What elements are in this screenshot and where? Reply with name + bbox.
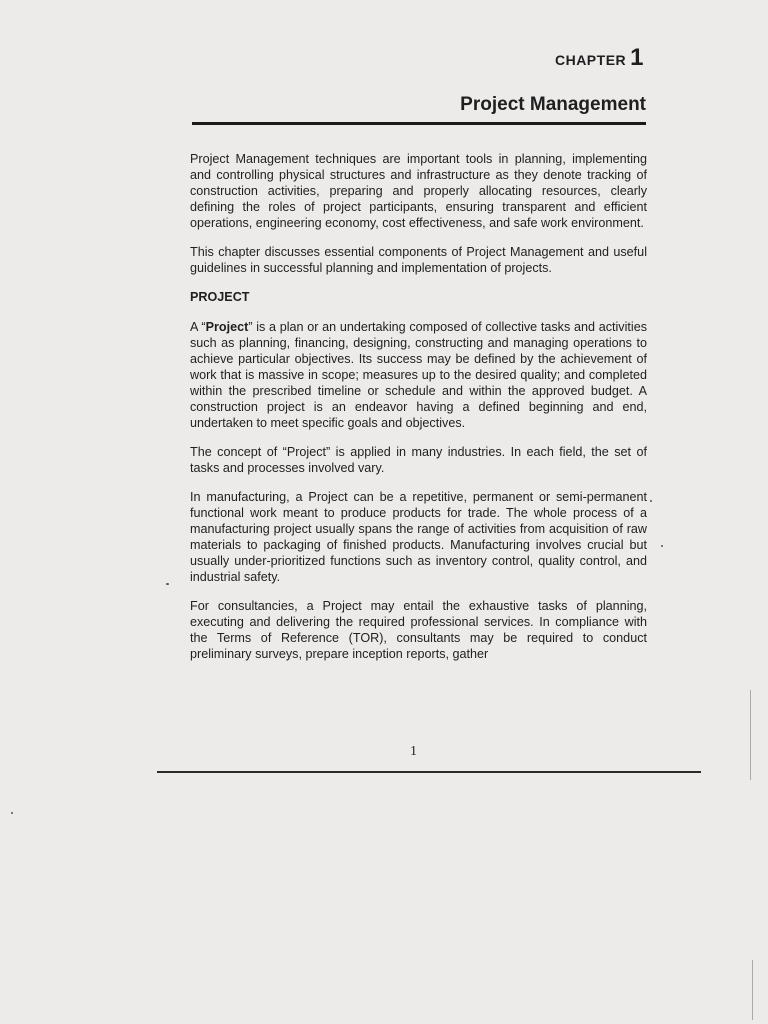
definition-term: Project	[205, 320, 249, 334]
chapter-heading	[555, 44, 644, 72]
paragraph-chapter-scope: This chapter discusses essential components of Project Management and useful guidelines in successful planning and implementation of projects.	[190, 245, 647, 275]
title-rule	[192, 122, 646, 125]
paragraph-consultancies: For consultancies, a Project may entail the exhaustive tasks of planning, executing and delivering the required professional services. In compliance with the Terms of Reference (TOR), consultants may be required to conduct preliminary surveys, prepare inception reports, gather	[190, 599, 647, 661]
paragraph-concept: The concept of “Project” is applied in many industries. In each field, the set of tasks and processes involved vary.	[190, 445, 647, 475]
scan-speck	[650, 500, 652, 502]
paragraph-manufacturing: In manufacturing, a Project can be a repetitive, permanent or semi-permanent functional work meant to produce products for trade. The whole process of a manufacturing project usually spans the range of activities from acquisition of raw materials to packaging of finished products. Manufacturing involves crucial but usually under-prioritized functions such as inventory control, quality control, and industrial safety.	[190, 490, 647, 584]
scan-speck	[11, 812, 13, 814]
scan-speck	[661, 545, 663, 547]
scan-edge-mark	[752, 960, 753, 1020]
footer-rule	[157, 771, 701, 773]
chapter-title: Project Management	[460, 94, 646, 115]
section-heading: PROJECT	[190, 290, 250, 304]
paragraph-definition	[190, 319, 647, 431]
chapter-number: 1	[630, 44, 644, 71]
definition-lead: A “	[190, 320, 206, 334]
paragraph-intro: Project Management techniques are important tools in planning, implementing and controlling physical structures and infrastructure as they denote tracking of construction activities, preparing and properly allocating resources, clearly defining the roles of project participants, ensuring transparent and efficient operations, engineering economy, cost effectiveness, and safe work environment.	[190, 152, 647, 230]
page-number: 1	[410, 744, 417, 759]
body-text	[190, 151, 647, 675]
chapter-label: CHAPTER	[554, 52, 627, 68]
scan-edge-mark	[750, 690, 751, 780]
definition-rest: ” is a plan or an undertaking composed of collective tasks and activities such as planning, financing, designing, constructing and managing operations to achieve particular objectives. Its success may be defined by the achievement of work that is massive in scope; measures up to the desired quality; and completed within the prescribed timeline or schedule and within the approved budget. A construction project is an endeavor having a defined beginning and end, undertaken to meet specific goals and objectives.	[190, 320, 647, 430]
scan-speck	[166, 583, 169, 585]
